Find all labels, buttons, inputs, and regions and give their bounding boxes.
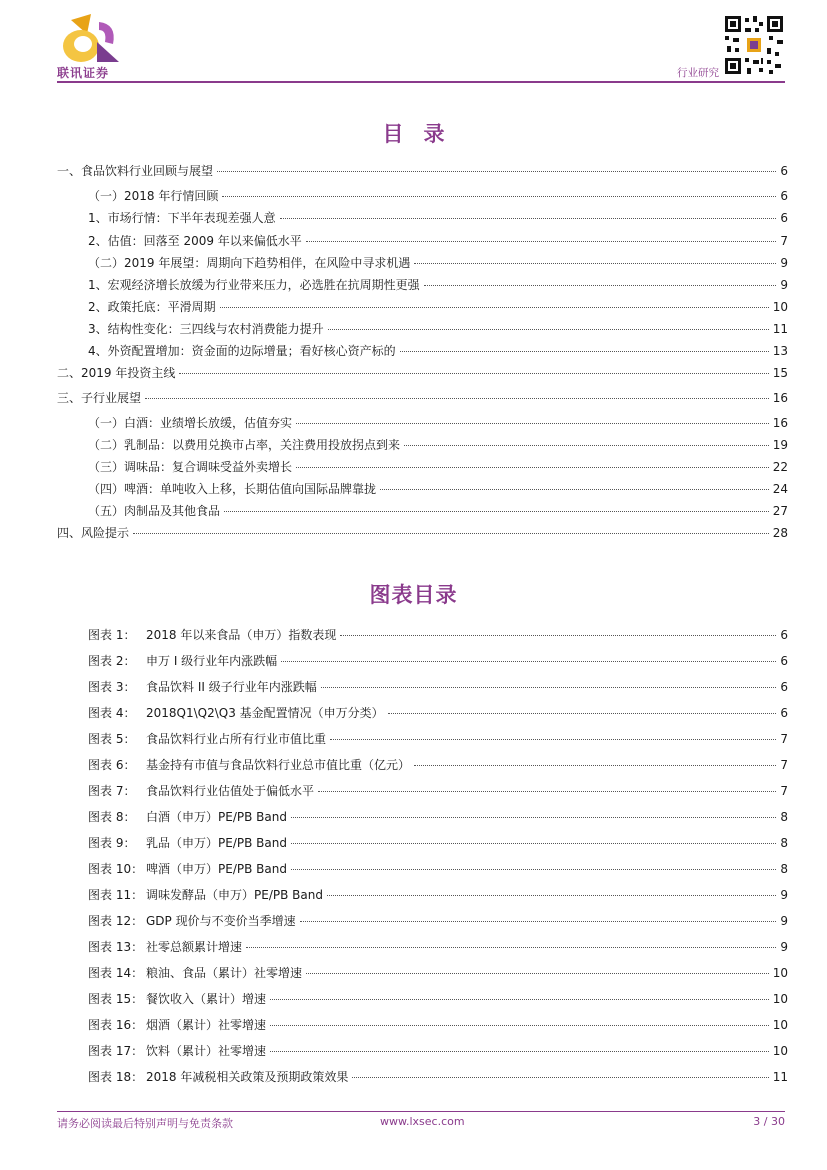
figure-entry[interactable]: 图表 13： 社零总额累计增速 9: [88, 940, 788, 954]
footer-website-link[interactable]: www.lxsec.com: [380, 1115, 465, 1128]
figure-entry[interactable]: 图表 14： 粮油、食品（累计）社零增速 10: [88, 966, 788, 980]
toc-title: 目录: [382, 122, 465, 146]
figure-entry[interactable]: 图表 2： 申万 I 级行业年内涨跌幅 6: [88, 654, 788, 668]
toc-entry[interactable]: 一、食品饮料行业回顾与展望 6: [57, 164, 788, 178]
toc-entry[interactable]: 1、市场行情：下半年表现差强人意 6: [88, 211, 788, 225]
footer-disclaimer: 请务必阅读最后特别声明与免责条款: [57, 1117, 233, 1130]
toc-entry[interactable]: （三）调味品：复合调味受益外卖增长 22: [88, 460, 788, 474]
toc-entry[interactable]: （二）2019 年展望：周期向下趋势相伴，在风险中寻求机遇 9: [88, 256, 788, 270]
footer-divider: [57, 1111, 785, 1112]
toc-entry[interactable]: （一）2018 年行情回顾 6: [88, 189, 788, 203]
figure-entry[interactable]: 图表 12： GDP 现价与不变价当季增速 9: [88, 914, 788, 928]
figure-entry[interactable]: 图表 7： 食品饮料行业估值处于偏低水平 7: [88, 784, 788, 798]
toc-entry[interactable]: 4、外资配置增加：资金面的边际增量；看好核心资产标的 13: [88, 344, 788, 358]
figure-entry[interactable]: 图表 9： 乳品（申万）PE/PB Band 8: [88, 836, 788, 850]
toc-entry[interactable]: 四、风险提示 28: [57, 526, 788, 540]
figure-entry[interactable]: 图表 15： 餐饮收入（累计）增速 10: [88, 992, 788, 1006]
toc-entry[interactable]: （二）乳制品：以费用兑换市占率，关注费用投放拐点到来 19: [88, 438, 788, 452]
toc-entry[interactable]: 2、估值：回落至 2009 年以来偏低水平 7: [88, 234, 788, 248]
figure-entry[interactable]: 图表 11： 调味发酵品（申万）PE/PB Band 9: [88, 888, 788, 902]
toc-entry[interactable]: （四）啤酒：单吨收入上移，长期估值向国际品牌靠拢 24: [88, 482, 788, 496]
figures-title: 图表目录: [369, 583, 458, 607]
toc-entry[interactable]: 三、子行业展望 16: [57, 391, 788, 405]
figure-entry[interactable]: 图表 6： 基金持有市值与食品饮料行业总市值比重（亿元） 7: [88, 758, 788, 772]
toc-entry[interactable]: 二、2019 年投资主线 15: [57, 366, 788, 380]
logo-text: 联讯证券: [57, 66, 110, 80]
header-divider: [57, 81, 785, 83]
qr-code-icon: [723, 14, 785, 76]
figure-entry[interactable]: 图表 16： 烟酒（累计）社零增速 10: [88, 1018, 788, 1032]
figure-entry[interactable]: 图表 10： 啤酒（申万）PE/PB Band 8: [88, 862, 788, 876]
toc-entry[interactable]: 2、政策托底：平滑周期 10: [88, 300, 788, 314]
toc-entry[interactable]: 3、结构性变化：三四线与农村消费能力提升 11: [88, 322, 788, 336]
figure-entry[interactable]: 图表 1： 2018 年以来食品（申万）指数表现 6: [88, 628, 788, 642]
figure-entry[interactable]: 图表 3： 食品饮料 II 级子行业年内涨跌幅 6: [88, 680, 788, 694]
figure-entry[interactable]: 图表 4： 2018Q1\Q2\Q3 基金配置情况（申万分类） 6: [88, 706, 788, 720]
footer-page-indicator: 3 / 30: [753, 1115, 785, 1128]
figure-entry[interactable]: 图表 18： 2018 年减税相关政策及预期政策效果 11: [88, 1070, 788, 1084]
figure-entry[interactable]: 图表 17： 饮料（累计）社零增速 10: [88, 1044, 788, 1058]
figure-entry[interactable]: 图表 5： 食品饮料行业占所有行业市值比重 7: [88, 732, 788, 746]
toc-entry[interactable]: （一）白酒：业绩增长放缓，估值夯实 16: [88, 416, 788, 430]
figure-entry[interactable]: 图表 8： 白酒（申万）PE/PB Band 8: [88, 810, 788, 824]
toc-entry[interactable]: （五）肉制品及其他食品 27: [88, 504, 788, 518]
toc-entry[interactable]: 1、宏观经济增长放缓为行业带来压力，必选胜在抗周期性更强 9: [88, 278, 788, 292]
report-type: 行业研究: [677, 67, 719, 79]
